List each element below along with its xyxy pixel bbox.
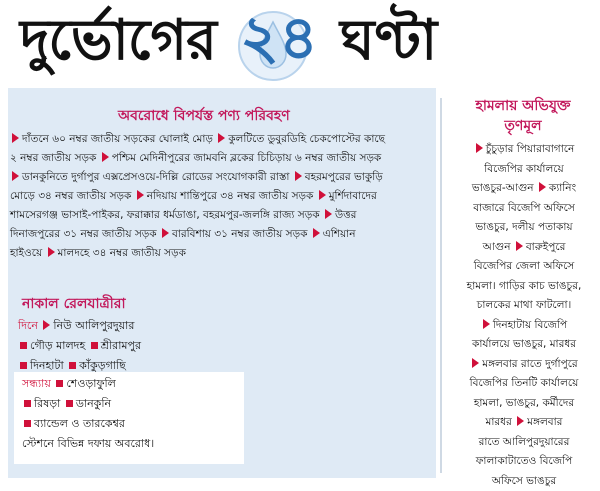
attack-item: হামলা, ভাঙচুর, কর্মীদের	[474, 397, 574, 409]
attack-item: বিজেপির কার্যালয়ে	[484, 163, 563, 175]
bullet-square-icon	[66, 400, 73, 407]
attack-title-line2: তৃণমূল	[450, 116, 596, 136]
attack-list	[452, 140, 596, 491]
route-item: দাঁতনে ৬০ নম্বর জাতীয় সড়কের ঘোলাই মোড়	[22, 133, 216, 145]
route-item: হাইওয়ে	[10, 247, 46, 259]
station-item: কাঁকুড়গাছি	[79, 359, 126, 372]
station-item: গৌড় মালদহ	[30, 339, 89, 352]
attack-title-line1: হামলায় অভিযুক্ত	[450, 96, 596, 116]
bullet-triangle-icon	[218, 133, 225, 143]
attack-item-line	[452, 433, 596, 453]
bullet-square-icon	[20, 362, 27, 369]
attack-item-line	[452, 160, 596, 180]
evening-items	[22, 394, 242, 454]
bullet-triangle-icon	[43, 320, 50, 330]
route-item: বারবিশায় ৩১ নম্বর জাতীয় সড়ক	[172, 228, 311, 240]
attack-item-line	[452, 277, 596, 297]
bullet-triangle-icon	[137, 190, 144, 200]
attack-item-line	[452, 179, 596, 199]
commuters-section-title: নাকাল রেলযাত্রীরা	[22, 292, 126, 316]
attack-item: রাতে আলিপুরদুয়ারের	[479, 436, 570, 448]
evening-box	[14, 372, 244, 464]
bullet-triangle-icon	[12, 133, 19, 143]
evening-first-item	[54, 377, 116, 390]
attack-item: চুঁচুড়ার পিয়ারাবাগানে	[486, 143, 574, 155]
attack-item-line	[452, 296, 596, 316]
headline	[0, 0, 600, 86]
attack-item: মারধর	[486, 416, 516, 428]
attack-item: মঙ্গলবার	[527, 416, 562, 428]
bullet-triangle-icon	[313, 228, 320, 238]
attack-item: হামলা। গাড়ির কাচ ভাঙচুর,	[467, 280, 582, 292]
route-item: উত্তর	[335, 209, 356, 221]
route-item-line	[10, 149, 430, 168]
bullet-square-icon	[56, 380, 63, 387]
route-item: পশ্চিম মেদিনীপুরের জামবনি ব্লকের চিচিড়ায় ৬ নম্বর জাতীয় সড়ক	[112, 152, 382, 164]
attack-item: ভাঙচুর, দলীয় পতাকায়	[475, 221, 572, 233]
attack-item: অফিসে ভাঙচুর	[492, 475, 556, 487]
bullet-triangle-icon	[516, 241, 523, 251]
bullet-triangle-icon	[12, 171, 19, 181]
station-item-line	[22, 434, 242, 454]
bullet-square-icon	[91, 342, 98, 349]
station-item: রিষড়া	[34, 397, 64, 410]
station-item: নিউ আলিপুরদুয়ার	[53, 319, 134, 332]
attack-item-line	[452, 452, 596, 472]
station-item: শেওড়াফুলি	[66, 377, 116, 390]
attack-item-line	[452, 335, 596, 355]
attack-item: ফালাকাটাতেও বিজেপি	[476, 455, 573, 467]
headline-number: ২৪	[240, 0, 318, 76]
attack-item-line	[452, 394, 596, 414]
route-item: বহরমপুরের ভাকুড়ি	[305, 171, 383, 183]
station-item: স্টেশনে বিভিন্ন দফায় অবরোধ।	[22, 437, 154, 450]
bullet-triangle-icon	[162, 228, 169, 238]
bullet-triangle-icon	[102, 152, 109, 162]
bullet-triangle-icon	[48, 247, 55, 257]
route-item: দিনাজপুরের ৩১ নম্বর জাতীয় সড়ক	[10, 228, 160, 240]
route-item: ২ নম্বর জাতীয় সড়ক	[10, 152, 100, 164]
bullet-square-icon	[20, 342, 27, 349]
attack-item-line	[452, 316, 596, 336]
attack-section-title	[450, 96, 596, 136]
day-items	[18, 336, 218, 376]
attack-item: ভাঙচুর-আগুন	[472, 182, 537, 194]
route-item: মুর্শিদাবাদের	[329, 190, 377, 202]
route-item: মালদহে ৩৪ নম্বর জাতীয় সড়ক	[58, 247, 186, 259]
attack-item-line	[452, 374, 596, 394]
attack-item-line	[452, 355, 596, 375]
day-list	[18, 316, 218, 376]
attack-item: দিনহাটায় বিজেপি	[493, 319, 567, 331]
attack-item-line	[452, 472, 596, 491]
attack-item: চালকের মাথা ফাটলো।	[477, 299, 572, 311]
attack-item: বিজেপির তিনটি কার্যালয়ে	[470, 377, 579, 389]
attack-item-line	[452, 218, 596, 238]
route-item-line	[10, 225, 430, 244]
route-item-line	[10, 206, 430, 225]
attack-item-line	[452, 199, 596, 219]
attack-item-line	[452, 257, 596, 277]
attack-item: ক্যানিং	[549, 182, 576, 194]
bullet-triangle-icon	[472, 358, 479, 368]
route-item: নদিয়ায় শান্তিপুরে ৩৪ নম্বর জাতীয় সড়ক	[147, 190, 317, 202]
bullet-square-icon	[24, 400, 31, 407]
bullet-triangle-icon	[325, 209, 332, 219]
attack-item: কার্যালয়ে ভাঙচুর, মারধর	[472, 338, 576, 350]
route-item: মোড়ে ৩৪ নম্বর জাতীয় সড়ক	[10, 190, 135, 202]
transport-section-title: অবরোধে বিপর্যস্ত পণ্য পরিবহণ	[118, 104, 290, 128]
route-item-line	[10, 168, 430, 187]
route-item-line	[10, 187, 430, 206]
route-list	[10, 130, 430, 263]
attack-item-line	[452, 140, 596, 160]
headline-text-part2: ঘণ্টা	[340, 2, 437, 78]
station-item-line	[22, 394, 242, 414]
day-first-item	[41, 319, 134, 332]
bullet-triangle-icon	[517, 416, 524, 426]
bullet-triangle-icon	[483, 319, 490, 329]
headline-text-part1: দুর্ভোগের	[20, 2, 216, 78]
route-item: কুলটিতে ডুবুরডিহি চেকপোস্টের কাছে	[228, 133, 385, 145]
attack-item: বাজারে বিজেপি অফিসে	[473, 202, 575, 214]
attack-item: বারুইপুরে	[526, 241, 566, 253]
bullet-triangle-icon	[539, 182, 546, 192]
route-item: ডানকুনিতে দুর্গাপুর এক্সপ্রেসওয়ে-দিল্লি রোডের সংযোগকারী রাস্তা	[22, 171, 293, 183]
bullet-square-icon	[69, 362, 76, 369]
attack-item-line	[452, 238, 596, 258]
station-item: ব্যান্ডেল ও তারকেশ্বর	[34, 417, 125, 430]
bullet-triangle-icon	[319, 190, 326, 200]
bullet-triangle-icon	[295, 171, 302, 181]
station-item-line	[18, 336, 218, 356]
attack-item: আগুন	[483, 241, 514, 253]
day-label: দিনে	[18, 319, 38, 332]
bullet-square-icon	[24, 420, 31, 427]
station-item: ডানকুনি	[76, 397, 111, 410]
evening-list	[22, 374, 242, 454]
station-item: দিনহাটা	[30, 359, 67, 372]
station-item-line	[22, 414, 242, 434]
attack-item: মঙ্গলবার রাতে দুর্গাপুরে	[482, 358, 577, 370]
station-item: শ্রীরামপুর	[101, 339, 141, 352]
evening-label: সন্ধ্যায়	[22, 377, 51, 390]
attack-item: বিজেপির জেলা অফিসে	[474, 260, 575, 272]
evening-line	[22, 374, 242, 394]
attack-item-line	[452, 413, 596, 433]
day-line	[18, 316, 218, 336]
route-item: শামসেরগঞ্জ ভাসাই-পাইকর, ফরাক্কার ধর্মডাঙা, বহরমপুর-জলঙ্গি রাজ্য সড়ক	[10, 209, 323, 221]
route-item-line	[10, 244, 430, 263]
panel-divider	[440, 98, 442, 473]
route-item: এশিয়ান	[323, 228, 356, 240]
route-item-line	[10, 130, 430, 149]
bullet-triangle-icon	[476, 143, 483, 153]
